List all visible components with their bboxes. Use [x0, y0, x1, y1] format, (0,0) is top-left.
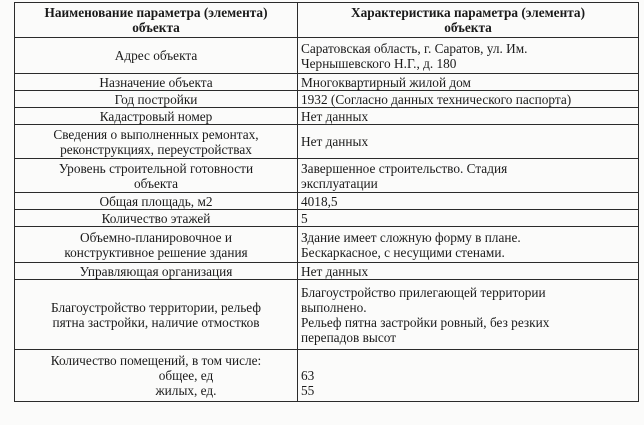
table-row [15, 91, 639, 108]
row-key-construction-readiness: Уровень строительной готовности объекта [15, 159, 298, 193]
row-value-purpose: Многоквартирный жилой дом [298, 74, 639, 91]
table-row [15, 38, 639, 74]
table-row [15, 74, 639, 91]
table-row [15, 227, 639, 263]
row-key-repairs: Сведения о выполненных ремонтах, реконструкциях, переустройствах [15, 125, 298, 159]
object-parameters-table [14, 2, 639, 402]
table-row [15, 125, 639, 159]
table-row [15, 159, 639, 193]
header-parameter-name: Наименование параметра (элемента) объекта [15, 3, 298, 38]
row-key-floor-count: Количество этажей [15, 210, 298, 227]
row-key-management-company: Управляющая организация [15, 263, 298, 280]
table-row [15, 263, 639, 280]
row-value-construction-readiness: Завершенное строительство. Стадия эксплуатации [298, 159, 639, 193]
row-key-premises-count: Количество помещений, в том числе: общее, ед жилых, ед. [15, 350, 298, 402]
row-key-address: Адрес объекта [15, 38, 298, 74]
table-row [15, 210, 639, 227]
table-row [15, 108, 639, 125]
row-key-build-year: Год постройки [15, 91, 298, 108]
row-key-structural-solution: Объемно-планировочное и конструктивное решение здания [15, 227, 298, 263]
table-row [15, 280, 639, 350]
header-parameter-characteristic: Характеристика параметра (элемента) объекта [298, 3, 639, 38]
table-row [15, 193, 639, 210]
row-value-total-area: 4018,5 [298, 193, 639, 210]
row-value-premises-count: 63 55 [298, 350, 639, 402]
row-key-landscaping: Благоустройство территории, рельеф пятна застройки, наличие отмостков [15, 280, 298, 350]
row-key-purpose: Назначение объекта [15, 74, 298, 91]
row-value-repairs: Нет данных [298, 125, 639, 159]
table-row [15, 350, 639, 402]
row-value-address: Саратовская область, г. Саратов, ул. Им. Чернышевского Н.Г., д. 180 [298, 38, 639, 74]
row-value-cadastral-number: Нет данных [298, 108, 639, 125]
table-header-row [15, 3, 639, 38]
row-value-landscaping: Благоустройство прилегающей территории выполнено. Рельеф пятна застройки ровный, без резких перепадов высот [298, 280, 639, 350]
row-value-build-year: 1932 (Согласно данных технического паспорта) [298, 91, 639, 108]
row-value-structural-solution: Здание имеет сложную форму в плане. Бескаркасное, с несущими стенами. [298, 227, 639, 263]
row-key-cadastral-number: Кадастровый номер [15, 108, 298, 125]
row-value-management-company: Нет данных [298, 263, 639, 280]
row-value-floor-count: 5 [298, 210, 639, 227]
row-key-total-area: Общая площадь, м2 [15, 193, 298, 210]
